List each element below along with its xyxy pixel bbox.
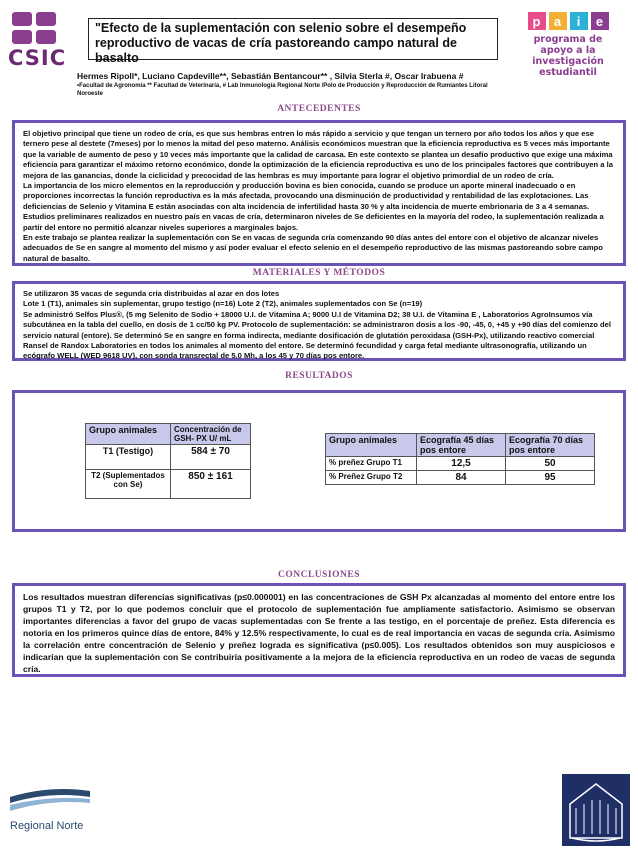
antecedentes-text bbox=[23, 129, 615, 264]
table-cell: 12,5 bbox=[417, 457, 506, 471]
conclusiones-box bbox=[12, 583, 626, 677]
table-header-cell: Grupo animales bbox=[326, 434, 417, 457]
table-header-cell: Ecografía 70 días pos entore bbox=[506, 434, 595, 457]
affiliation: •Facultad de Agronomía ** Facultad de Veterinaria, # Lab Inmunología Regional Norte /Polo de Producción y Reproducción de Rumiantes Litoral Noroeste bbox=[77, 83, 488, 97]
gsh-px-table bbox=[85, 423, 251, 499]
regional-norte-logo bbox=[10, 783, 90, 838]
paragraph: Se utilizaron 35 vacas de segunda cría distribuidas al azar en dos lotes bbox=[23, 289, 280, 298]
table-header-row bbox=[86, 424, 251, 445]
table-header-row bbox=[326, 434, 595, 457]
table-header-cell: Grupo animales bbox=[86, 424, 171, 445]
materiales-text bbox=[23, 289, 615, 362]
paragraph: La importancia de los micro elementos en la reproducción y producción bovina es bien conocida, cuando se produce un aporte mineral inadecuado o en proporciones incorrectas la función reproductiva es la más afectada, provocando una disminución de productividad y rentabilidad de las explotaciones. Las deficiencias de Selenio y Vitamina E están asociadas con alta incidencia de infertilidad hasta 30 % y alta incidencia de muerte embrionaria de 3 a 4 semanas. Estudios preliminares realizados en nuestro país en vacas de cría, determinaron niveles de Se deficientes en la mayoría del rodeo, la suplementación realizada a partir del entore no permitió alcanzar niveles superiores a marginales bajos. bbox=[23, 181, 604, 232]
university-seal-icon bbox=[562, 774, 630, 846]
paie-letter-i: i bbox=[570, 12, 588, 30]
paragraph: En este trabajo se plantea realizar la suplementación con Se en vacas de segunda cría comenzando 90 días antes del entore con el objetivo de alcanzar niveles adecuados de Se en sangre al momento del mismo y así poder evaluar el efecto selenio en el desempeño reproductivo de las mismas pastoreando sobre campo natural de basalto. bbox=[23, 233, 603, 263]
antecedentes-heading: ANTECEDENTES bbox=[277, 104, 361, 114]
poster-title-box bbox=[88, 18, 498, 65]
table-cell: % preñez Grupo T1 bbox=[326, 457, 417, 471]
materiales-heading: MATERIALES Y MÉTODOS bbox=[252, 268, 386, 278]
table-cell: 50 bbox=[506, 457, 595, 471]
paragraph: Lote 1 (T1), animales sin suplementar, grupo testigo (n=16) Lote 2 (T2), animales suplementados con Se (n=19) bbox=[23, 299, 423, 309]
paie-subtitle-line: apoyo a la bbox=[540, 45, 596, 56]
table-row bbox=[326, 457, 595, 471]
conclusiones-text: Los resultados muestran diferencias significativas (p≤0.000001) en las concentraciones de GSH Px alcanzadas al momento del entore entre los grupos T1 y T2, por lo que podemos concluir que el protocolo de suplementación fue ampliamente satisfactorio. Asimismo se observan importantes diferencias a favor del grupo de vacas suplementadas con Se frente a las testigo, en el porcentaje de preñez. Esta diferencia es notoria en los primeros quince días de entore, 84% y 12.5% respectivamente, lo cual es de real importancia en vacas de segunda cría. Asimismo la correlación entre concentración de Selenio y preñez lograda es significativa (p≤0.005). Los resultados obtenidos son muy auspiciosos e indicarían que la suplementación con Se contribuiría positivamente a la mejora de la eficiencia reproductiva en un rodeo de vacas de segunda cría. bbox=[23, 592, 615, 674]
table-header-cell: Concentración de GSH- PX U/ mL bbox=[171, 424, 251, 445]
table-cell: T2 (Suplementados con Se) bbox=[86, 470, 171, 499]
csic-logo-text: CSIC bbox=[8, 46, 67, 70]
table-cell: 95 bbox=[506, 471, 595, 485]
csic-logo bbox=[8, 12, 78, 70]
materiales-box bbox=[12, 281, 626, 361]
pregnancy-table bbox=[325, 433, 595, 485]
table-row bbox=[86, 470, 251, 499]
university-seal bbox=[562, 774, 630, 846]
table-header-cell: Ecografía 45 días pos entore bbox=[417, 434, 506, 457]
conclusiones-heading: CONCLUSIONES bbox=[277, 570, 361, 580]
regional-norte-text: Regional Norte bbox=[10, 820, 84, 832]
authors: Hermes Ripoll*, Luciano Capdeville**, Sebastián Bentancour** , Silvia Sterla #, Oscar Irabuena # bbox=[77, 71, 464, 81]
paie-letter-p: p bbox=[528, 12, 546, 30]
table-row bbox=[326, 471, 595, 485]
paragraph: Se administró Selfos Plus®, (5 mg Selenito de Sodio + 18000 U.I. de Vitamina A; 9000 U.I de Vitamina D2; 38 U.I. de Vitamina E , Laboratorios AgroInsumos vía subcutánea en la tabla del cuello, en dosis de 1 cc/50 kg PV. Protocolo de suplementación: se administraron dosis a los -90, -45, 0, +45 y +90 días del comienzo del servicio natural (entore). Se determinó Se en sangre en forma indirecta, mediante dosificación de glutatión peroxidasa (GSH-Px), utilizando reactivo comercial Ransel de Randox Laboratories en todos los animales al momento del entore. Se determinó fecundidad y carga fetal mediante ultrasonografía, utilizando un ecógrafo WELL (WED 9618 UV), con sonda transrectal de 5.0 Mh, a los 45 y 70 días pos entore. bbox=[23, 309, 612, 361]
resultados-heading: RESULTADOS bbox=[285, 371, 353, 381]
paie-subtitle-line: investigación bbox=[532, 56, 604, 67]
paie-logo bbox=[508, 12, 628, 82]
table-row bbox=[86, 445, 251, 470]
table-cell: 84 bbox=[417, 471, 506, 485]
table-cell: % Preñez Grupo T2 bbox=[326, 471, 417, 485]
paie-letter-a: a bbox=[549, 12, 567, 30]
resultados-box bbox=[12, 390, 626, 532]
paie-letters bbox=[508, 12, 628, 30]
poster-title: "Efecto de la suplementación con selenio sobre el desempeño reproductivo de vacas de cría pastoreando campo natural de basalto bbox=[95, 21, 467, 65]
table-cell: 584 ± 70 bbox=[171, 445, 251, 470]
antecedentes-box bbox=[12, 120, 626, 266]
paragraph: El objetivo principal que tiene un rodeo de cría, es que sus hembras entren lo más rápido a servicio y que tengan un ternero por año todos los años y que ese ternero pese al destete (7meses) por lo menos la mitad del peso materno. Análisis económicos muestran que la eficiencia reproductiva es 5 veces más importante que la variable de aumento de peso y 10 veces más importante que la calidad de carcasa. En este contexto se plantea un desafío productivo que exige una máxima eficiencia para garantizar el máximo retorno económico, donde la optimización de la eficiencia reproductiva es uno de los principales factores que contribuyen a la mejora de las ganancias, donde la ciclicidad y precocidad de las hembras es muy importante para lograr el objetivo primordial de un rodeo de cría. bbox=[23, 129, 613, 180]
table-cell: T1 (Testigo) bbox=[86, 445, 171, 470]
csic-logo-mark bbox=[12, 12, 78, 44]
paie-subtitle-line: programa de bbox=[533, 34, 603, 45]
paie-letter-e: e bbox=[591, 12, 609, 30]
paie-subtitle bbox=[508, 34, 628, 78]
table-cell: 850 ± 161 bbox=[171, 470, 251, 499]
paie-subtitle-line: estudiantil bbox=[539, 67, 597, 78]
regional-norte-mark bbox=[10, 783, 90, 813]
